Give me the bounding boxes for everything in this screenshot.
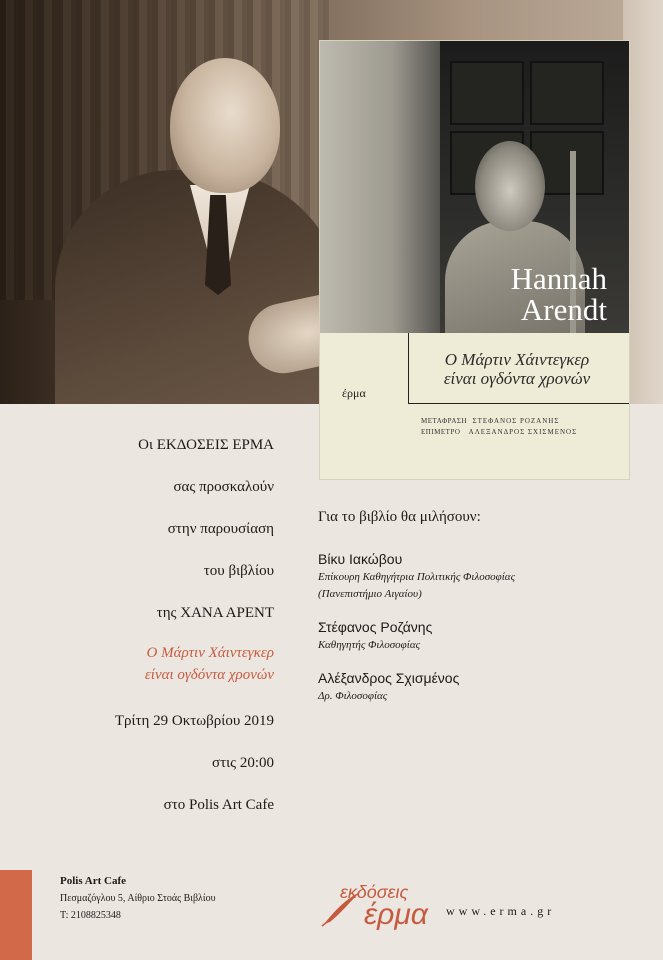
cover-figure-head xyxy=(475,141,545,231)
speaker-name: Αλέξανδρος Σχισμένος xyxy=(318,670,460,686)
book-cover xyxy=(320,41,629,479)
cover-title-line2: είναι ογδόντα χρονών xyxy=(443,369,591,388)
speakers-section xyxy=(318,507,648,719)
cover-book-title xyxy=(408,350,626,388)
invitation-book-title-1: Ο Μάρτιν Χάιντεγκερ xyxy=(146,645,274,661)
speaker-role: Καθηγητής Φιλοσοφίας xyxy=(318,639,421,651)
invitation-prefix: Οι xyxy=(138,437,153,453)
cover-credits xyxy=(421,416,577,438)
speaker-role: Επίκουρη Καθηγήτρια Πολιτικής Φιλοσοφίας xyxy=(318,571,516,583)
cover-window-panel xyxy=(530,61,604,125)
event-place: στο Polis Art Cafe xyxy=(163,797,274,813)
event-time: στις 20:00 xyxy=(211,755,274,771)
cover-publisher: έρμα xyxy=(342,386,366,400)
venue-info xyxy=(60,873,216,924)
cover-author-name xyxy=(511,263,607,325)
invitation-line-5 xyxy=(0,598,274,628)
accent-bar xyxy=(0,870,32,960)
venue-phone: Τ: 2108825348 xyxy=(60,910,121,921)
translator-name: ΣΤΕΦΑΝΟΣ ΡΟΖΑΝΗΣ xyxy=(472,417,560,425)
erma-logo xyxy=(320,880,440,930)
cover-author-first: Hannah xyxy=(510,261,607,296)
speaker-name: Βίκυ Ιακώβου xyxy=(318,551,403,567)
cover-window-panel xyxy=(450,61,524,125)
cover-author-last: Arendt xyxy=(520,292,607,327)
afterword-author: ΑΛΕΞΑΝΔΡΟΣ ΣΧΙΣΜΕΝΟΣ xyxy=(468,428,578,436)
venue-address: Πεσμαζόγλου 5, Αίθριο Στοάς Βιβλίου xyxy=(60,893,216,904)
invitation-book-title-2: είναι ογδόντα χρονών xyxy=(144,667,274,683)
venue-name: Polis Art Cafe xyxy=(60,875,126,887)
afterword-label: ΕΠΙΜΕΤΡΟ xyxy=(421,428,461,436)
translation-label: ΜΕΤΑΦΡΑΣΗ xyxy=(421,417,468,425)
speakers-heading: Για το βιβλίο θα μιλήσουν: xyxy=(318,509,481,525)
cover-title-line1: Ο Μάρτιν Χάιντεγκερ xyxy=(444,350,590,369)
author-name: ΧΑΝΑ ΑΡΕΝΤ xyxy=(180,605,274,621)
logo-text-1: εκδόσεις xyxy=(340,882,409,902)
photo-figure-head xyxy=(170,58,280,193)
speaker-item xyxy=(318,668,648,705)
cover-door xyxy=(320,41,440,333)
speaker-item xyxy=(318,549,648,603)
invitation-text xyxy=(0,430,274,820)
book-cover-bottom xyxy=(320,333,629,479)
invitation-line-1 xyxy=(0,430,274,460)
invitation-line-3: στην παρουσίαση xyxy=(167,521,274,537)
book-cover-photo xyxy=(320,41,629,333)
logo-text-2: έρμα xyxy=(364,898,428,931)
speaker-affiliation: (Πανεπιστήμιο Αιγαίου) xyxy=(318,588,422,600)
invitation-prefix-2: της xyxy=(156,605,177,621)
speaker-item xyxy=(318,617,648,654)
speaker-role: Δρ. Φιλοσοφίας xyxy=(318,690,388,702)
speaker-name: Στέφανος Ροζάνης xyxy=(318,619,433,635)
event-date: Τρίτη 29 Οκτωβρίου 2019 xyxy=(114,713,274,729)
invitation-line-2: σας προσκαλούν xyxy=(173,479,274,495)
photo-wall xyxy=(623,0,663,404)
cover-divider-horizontal xyxy=(408,403,629,404)
invitation-line-4: του βιβλίου xyxy=(203,563,274,579)
publisher-name: ΕΚΔΟΣΕΙΣ ΕΡΜΑ xyxy=(156,437,274,453)
website-link[interactable]: www.erma.gr xyxy=(446,904,556,918)
